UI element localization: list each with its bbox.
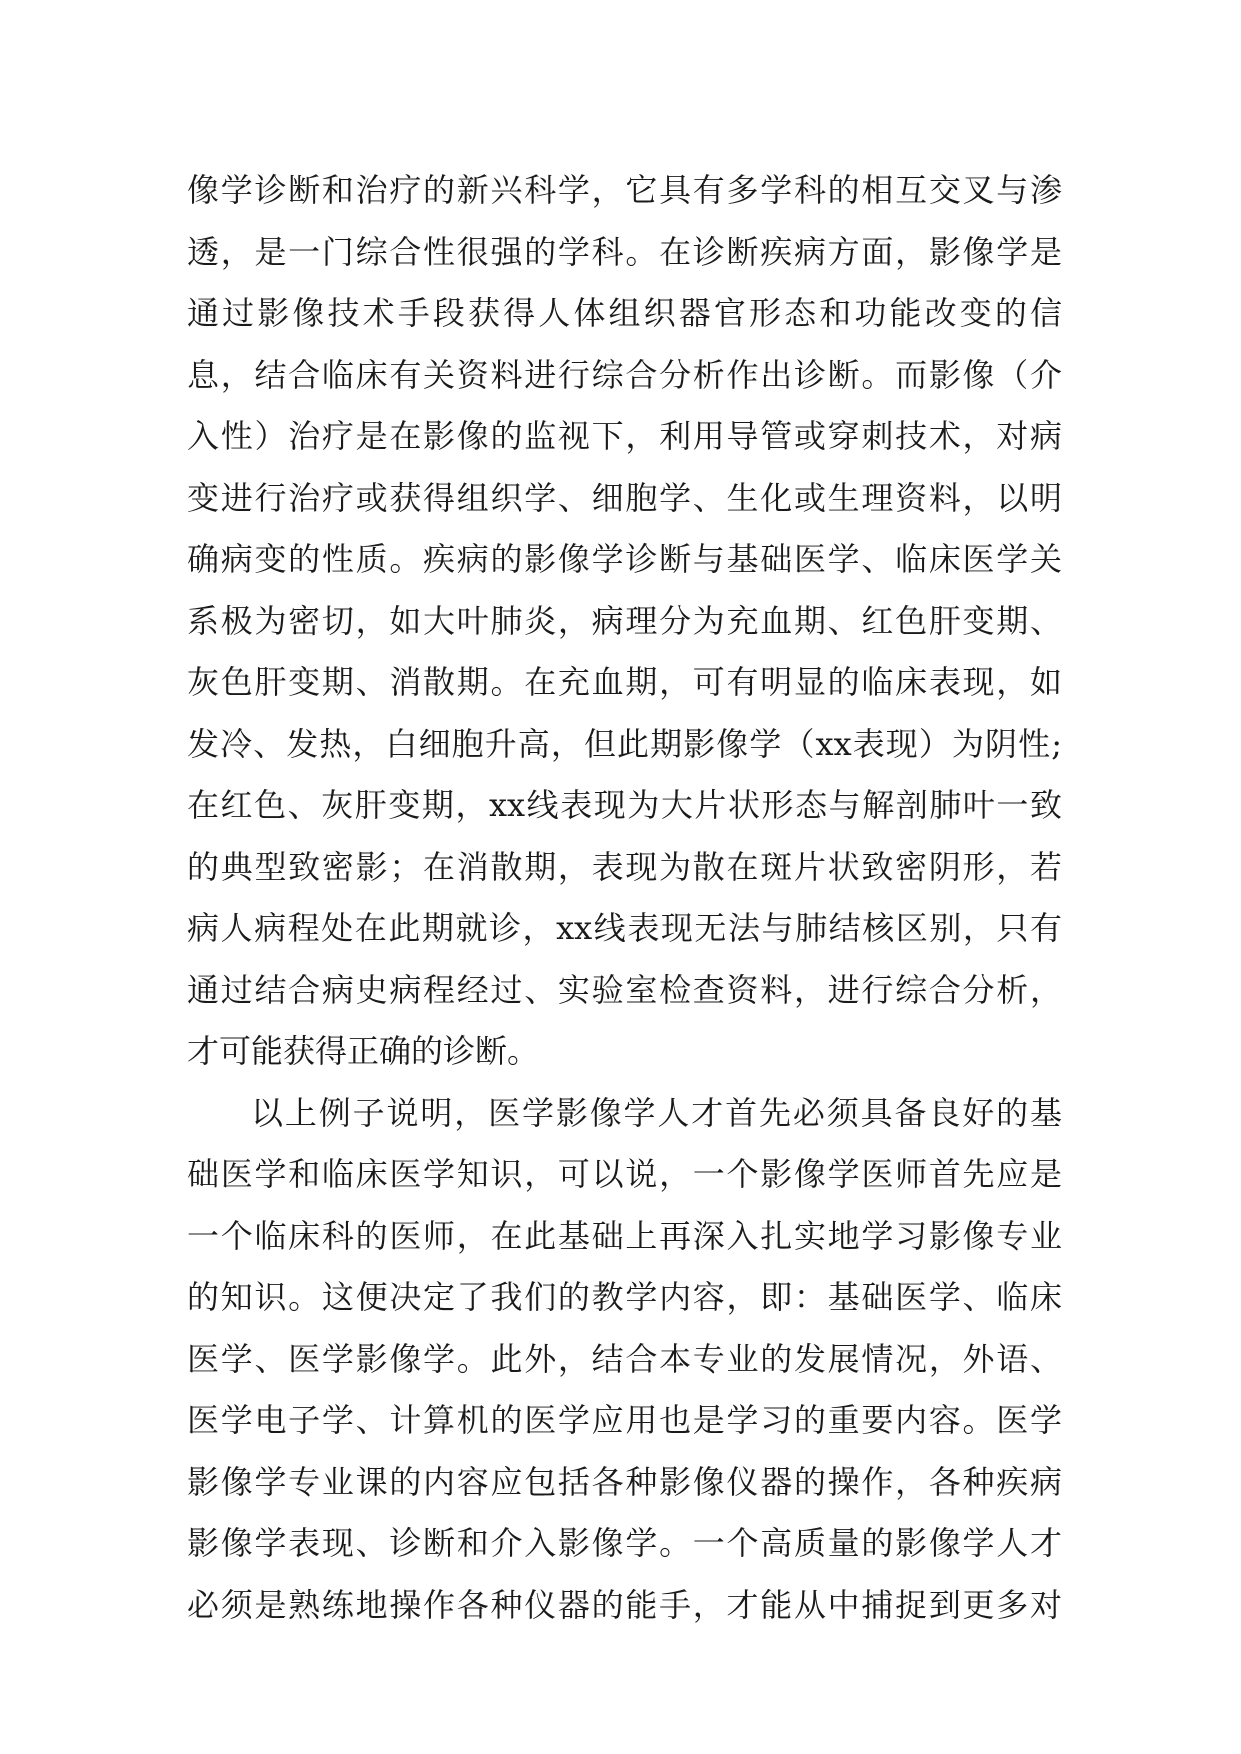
text-line: 通过结合病史病程经过、实验室检查资料，进行综合分析， <box>187 970 1062 1009</box>
paragraph-2 <box>187 1083 1062 1637</box>
text-line: 发冷、发热，白细胞升高，但此期影像学（xx表现）为阴性; <box>187 724 1062 763</box>
text-line: 像学诊断和治疗的新兴科学，它具有多学科的相互交叉与渗 <box>187 171 1062 209</box>
text-line: 确病变的性质。疾病的影像学诊断与基础医学、临床医学关 <box>187 540 1062 578</box>
text-line: 透，是一门综合性很强的学科。在诊断疾病方面，影像学是 <box>187 232 1062 271</box>
text-line: 医学电子学、计算机的医学应用也是学习的重要内容。医学 <box>187 1401 1062 1439</box>
paragraph-1 <box>187 160 1062 1083</box>
text-line: 一个临床科的医师，在此基础上再深入扎实地学习影像专业 <box>187 1216 1062 1255</box>
text-line: 必须是熟练地操作各种仪器的能手，才能从中捕捉到更多对 <box>187 1585 1062 1624</box>
body-text <box>187 160 1062 1636</box>
text-line: 影像学专业课的内容应包括各种影像仪器的操作，各种疾病 <box>187 1462 1062 1501</box>
text-line: 影像学表现、诊断和介入影像学。一个高质量的影像学人才 <box>187 1524 1062 1562</box>
text-line: 才可能获得正确的诊断。 <box>187 1032 540 1070</box>
text-line: 系极为密切，如大叶肺炎，病理分为充血期、红色肝变期、 <box>187 601 1062 640</box>
text-line: 变进行治疗或获得组织学、细胞学、生化或生理资料，以明 <box>187 478 1062 517</box>
text-line: 在红色、灰肝变期，xx线表现为大片状形态与解剖肺叶一致 <box>187 786 1062 824</box>
text-line: 灰色肝变期、消散期。在充血期，可有明显的临床表现，如 <box>187 663 1062 701</box>
text-line: 息，结合临床有关资料进行综合分析作出诊断。而影像（介 <box>187 355 1062 394</box>
text-line: 的知识。这便决定了我们的教学内容，即：基础医学、临床 <box>187 1278 1062 1316</box>
text-line: 病人病程处在此期就诊，xx线表现无法与肺结核区别，只有 <box>187 909 1062 947</box>
text-line: 础医学和临床医学知识，可以说，一个影像学医师首先应是 <box>187 1155 1062 1193</box>
text-line: 入性）治疗是在影像的监视下，利用导管或穿刺技术，对病 <box>187 417 1062 455</box>
text-line: 的典型致密影；在消散期，表现为散在斑片状致密阴形，若 <box>187 847 1062 886</box>
text-line: 医学、医学影像学。此外，结合本专业的发展情况，外语、 <box>187 1339 1062 1378</box>
text-line: 通过影像技术手段获得人体组织器官形态和功能改变的信 <box>187 294 1062 332</box>
text-line: 以上例子说明，医学影像学人才首先必须具备良好的基 <box>251 1093 1062 1132</box>
